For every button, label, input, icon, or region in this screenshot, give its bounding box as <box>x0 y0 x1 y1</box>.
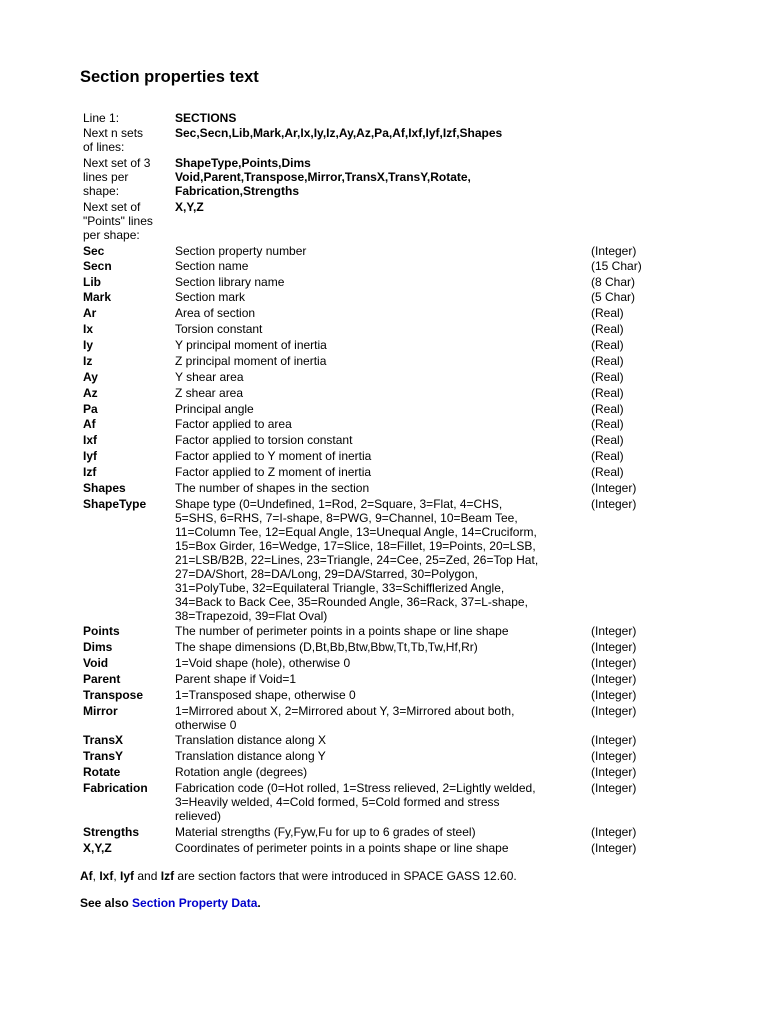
field-desc: 1=Mirrored about X, 2=Mirrored about Y, 3=Mirrored about both, otherwise 0 <box>175 704 515 732</box>
field-desc: Fabrication code (0=Hot rolled, 1=Stress relieved, 2=Lightly welded, 3=Heavily welded, 4=Cold formed, 5=Cold formed and stress relieved) <box>175 781 536 823</box>
field-desc: Translation distance along X <box>175 733 326 747</box>
field-name: Mark <box>83 290 112 304</box>
field-desc: Factor applied to torsion constant <box>175 433 353 447</box>
field-type: (15 Char) <box>591 259 642 273</box>
footnote <box>80 869 517 883</box>
field-type: (Real) <box>591 306 624 320</box>
field-name: Ixf <box>83 433 98 447</box>
see-also-suffix: . <box>257 896 261 910</box>
footnote-izf: Izf <box>160 869 175 883</box>
footnote-iyf: Iyf <box>120 869 135 883</box>
field-name: Fabrication <box>83 781 148 795</box>
field-type: (Real) <box>591 370 624 384</box>
field-type: (Real) <box>591 322 624 336</box>
field-type: (Real) <box>591 402 624 416</box>
field-desc: Material strengths (Fy,Fyw,Fu for up to 6 grades of steel) <box>175 825 476 839</box>
field-desc: Shape type (0=Undefined, 1=Rod, 2=Square, 3=Flat, 4=CHS, 5=SHS, 6=RHS, 7=I-shape, 8=PWG, 9=Channel, 10=Beam Tee, 11=Column Tee, 12=Equal Angle, 13=Unequal Angle, 14=Cruciform, 15=Box Girder, 16=Wedge, 17=Slice, 18=Fillet, 19=Points, 20=LSB, 21=LSB/B2B, 22=Lines, 23=Triangle, 24=Cee, 25=Zed, 26=Top Hat, 27=DA/Short, 28=DA/Long, 29=DA/Starred, 30=Polygon, 31=PolyTube, 32=Equilateral Triangle, 33=Schifflerized Angle, 34=Back to Back Cee, 35=Rounded Angle, 36=Rack, 37=L-shape, 38=Trapezoid, 39=Flat Oval) <box>175 497 539 623</box>
field-type: (Real) <box>591 465 624 479</box>
field-type: (Real) <box>591 338 624 352</box>
field-type: (Real) <box>591 417 624 431</box>
field-type: (Real) <box>591 433 624 447</box>
field-name: Az <box>83 386 98 400</box>
field-name: Ar <box>83 306 97 320</box>
field-type: (Integer) <box>591 688 637 702</box>
field-name: Shapes <box>83 481 126 495</box>
field-type: (Integer) <box>591 672 637 686</box>
field-desc: Principal angle <box>175 402 254 416</box>
field-desc: The number of shapes in the section <box>175 481 370 495</box>
field-desc: Section mark <box>175 290 246 304</box>
field-type: (Integer) <box>591 704 637 718</box>
field-desc: 1=Void shape (hole), otherwise 0 <box>175 656 351 670</box>
footnote-af: Af <box>80 869 93 883</box>
field-name: Ix <box>83 322 94 336</box>
field-desc: Rotation angle (degrees) <box>175 765 308 779</box>
field-desc: Y shear area <box>175 370 244 384</box>
footnote-sep: , <box>92 869 100 883</box>
see-also <box>80 896 261 910</box>
format-label: Next n sets of lines: <box>83 126 144 154</box>
field-desc: Factor applied to area <box>175 417 292 431</box>
format-value: Sec,Secn,Lib,Mark,Ar,Ix,Iy,Iz,Ay,Az,Pa,Af,Ixf,Iyf,Izf,Shapes <box>175 126 503 140</box>
field-name: ShapeType <box>83 497 147 511</box>
field-type: (Integer) <box>591 733 637 747</box>
field-name: Strengths <box>83 825 140 839</box>
field-name: Izf <box>83 465 97 479</box>
format-label: Next set of "Points" lines per shape: <box>83 200 153 242</box>
field-desc: Section library name <box>175 275 285 289</box>
field-type: (Integer) <box>591 244 637 258</box>
field-name: Iyf <box>83 449 98 463</box>
field-desc: Z shear area <box>175 386 244 400</box>
field-name: Void <box>83 656 109 670</box>
field-type: (Integer) <box>591 497 637 511</box>
field-name: Transpose <box>83 688 144 702</box>
field-name: Sec <box>83 244 105 258</box>
field-name: Secn <box>83 259 112 273</box>
field-type: (Real) <box>591 386 624 400</box>
field-name: X,Y,Z <box>83 841 112 855</box>
format-label: Next set of 3 lines per shape: <box>83 156 151 198</box>
see-also-prefix: See also <box>80 896 133 910</box>
field-type: (Integer) <box>591 765 637 779</box>
footnote-and: and <box>134 869 161 883</box>
format-value: X,Y,Z <box>175 200 204 214</box>
field-type: (Real) <box>591 449 624 463</box>
field-name: Af <box>83 417 96 431</box>
footnote-ixf: Ixf <box>99 869 114 883</box>
field-name: Dims <box>83 640 113 654</box>
format-value: SECTIONS <box>175 111 237 125</box>
field-type: (Real) <box>591 354 624 368</box>
field-name: TransX <box>83 733 124 747</box>
field-desc: Coordinates of perimeter points in a points shape or line shape <box>175 841 509 855</box>
field-type: (Integer) <box>591 656 637 670</box>
field-name: Mirror <box>83 704 118 718</box>
field-desc: Translation distance along Y <box>175 749 326 763</box>
field-name: Pa <box>83 402 98 416</box>
field-desc: Y principal moment of inertia <box>175 338 327 352</box>
page-title: Section properties text <box>80 68 259 86</box>
field-type: (8 Char) <box>591 275 636 289</box>
field-type: (Integer) <box>591 825 637 839</box>
field-type: (Integer) <box>591 624 637 638</box>
field-type: (Integer) <box>591 841 637 855</box>
footnote-sep: , <box>113 869 121 883</box>
field-name: Rotate <box>83 765 121 779</box>
field-desc: 1=Transposed shape, otherwise 0 <box>175 688 356 702</box>
field-type: (Integer) <box>591 781 637 795</box>
field-type: (Integer) <box>591 481 637 495</box>
field-name: Lib <box>83 275 101 289</box>
field-name: Iy <box>83 338 94 352</box>
field-type: (Integer) <box>591 640 637 654</box>
field-desc: Z principal moment of inertia <box>175 354 327 368</box>
field-desc: Factor applied to Z moment of inertia <box>175 465 372 479</box>
field-desc: Section name <box>175 259 249 273</box>
field-desc: Area of section <box>175 306 256 320</box>
field-name: Parent <box>83 672 121 686</box>
section-property-data-link[interactable]: Section Property Data <box>132 896 258 910</box>
field-name: Iz <box>83 354 93 368</box>
field-type: (Integer) <box>591 749 637 763</box>
field-desc: The shape dimensions (D,Bt,Bb,Btw,Bbw,Tt,Tb,Tw,Hf,Rr) <box>175 640 478 654</box>
footnote-rest: are section factors that were introduced in SPACE GASS 12.60. <box>174 869 517 883</box>
field-desc: Section property number <box>175 244 307 258</box>
field-desc: The number of perimeter points in a points shape or line shape <box>175 624 509 638</box>
field-desc: Parent shape if Void=1 <box>175 672 297 686</box>
format-label: Line 1: <box>83 111 120 125</box>
field-name: TransY <box>83 749 124 763</box>
field-desc: Factor applied to Y moment of inertia <box>175 449 372 463</box>
field-name: Ay <box>83 370 98 384</box>
format-value: ShapeType,Points,Dims Void,Parent,Transpose,Mirror,TransX,TransY,Rotate, Fabrication,Strengths <box>175 156 471 198</box>
field-name: Points <box>83 624 120 638</box>
field-desc: Torsion constant <box>175 322 263 336</box>
field-type: (5 Char) <box>591 290 636 304</box>
